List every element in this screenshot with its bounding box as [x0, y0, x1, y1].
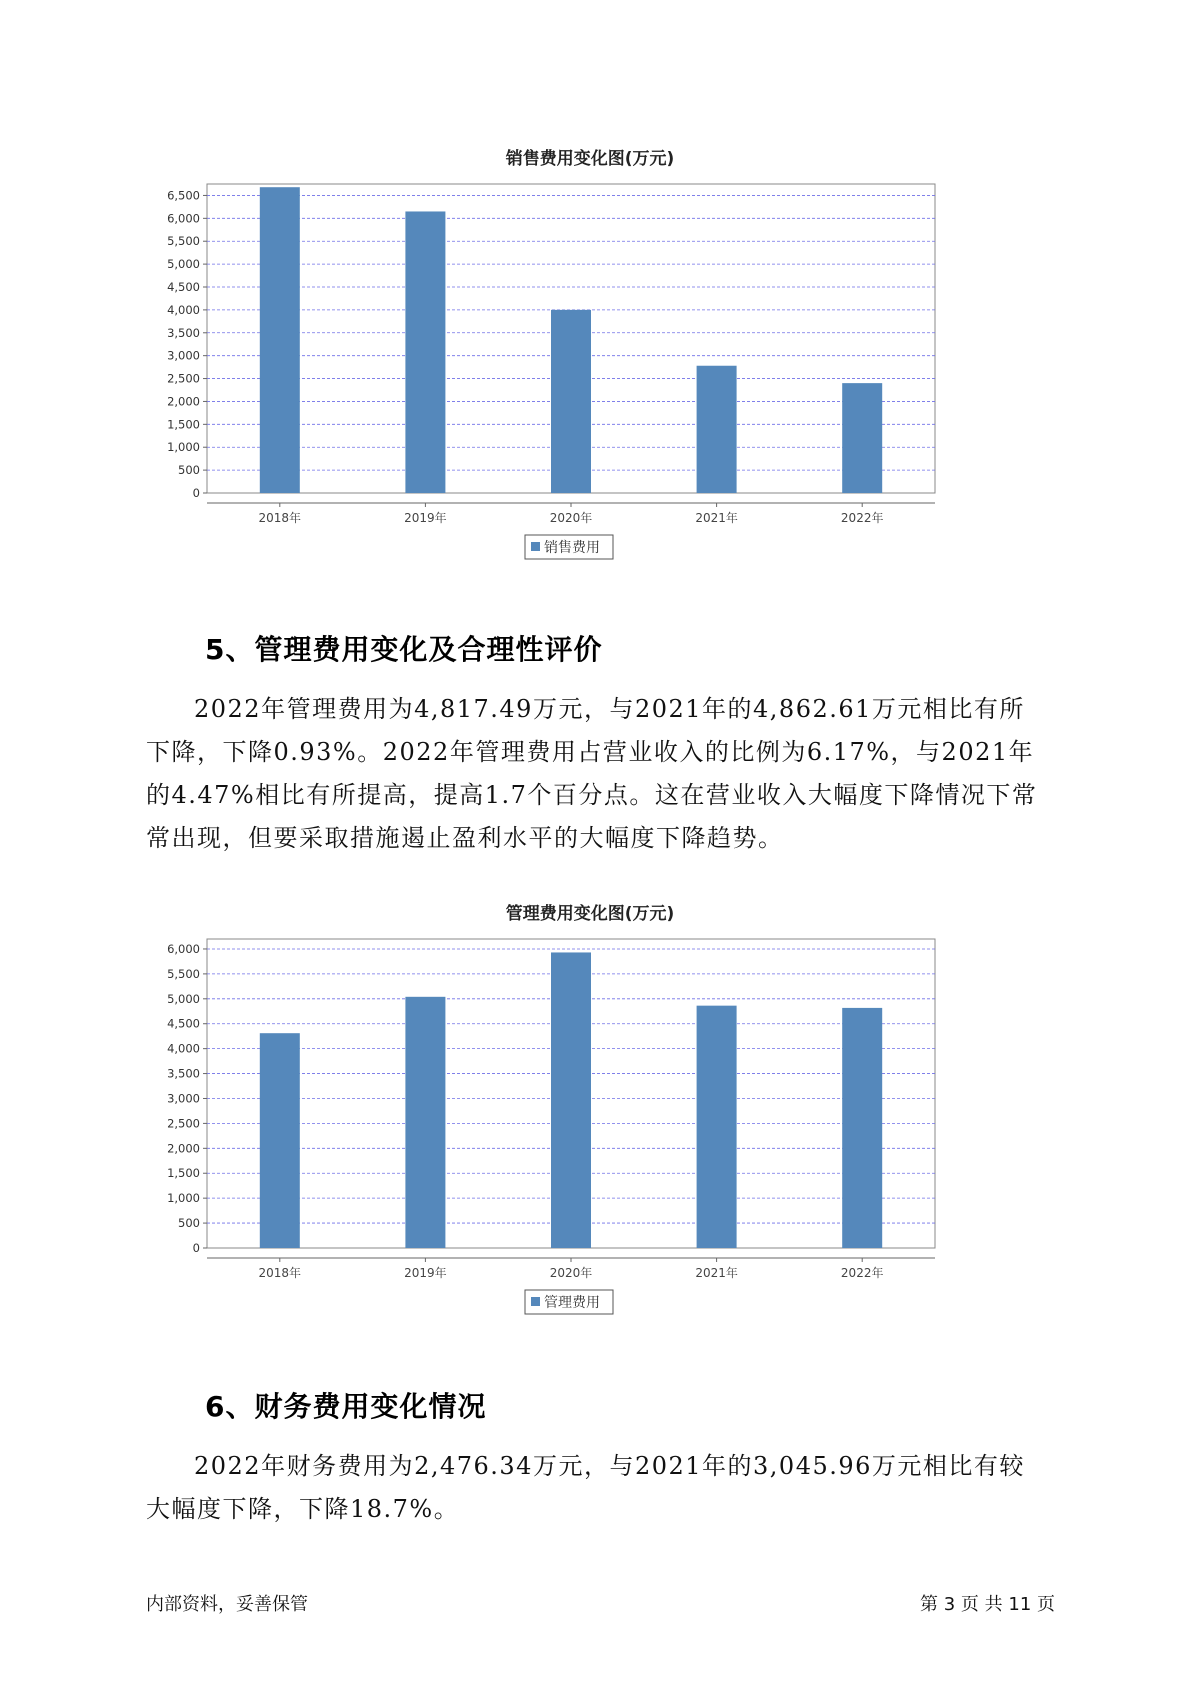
- bar: [842, 383, 882, 493]
- section-6-paragraph: 2022年财务费用为2,476.34万元，与2021年的3,045.96万元相比有较大幅度下降，下降18.7%。: [146, 1452, 1025, 1523]
- y-tick-label: 1,000: [167, 1191, 200, 1206]
- bar: [697, 366, 737, 493]
- y-tick-label: 3,000: [167, 1091, 200, 1106]
- footer-page-number: 第 3 页 共 11 页: [920, 1594, 1055, 1615]
- management-expense-chart: [150, 895, 1030, 1350]
- section-heading-6: 6、财务费用变化情况: [205, 1390, 487, 1423]
- y-tick-label: 1,500: [167, 1166, 200, 1181]
- management-expense-chart-svg: [150, 925, 1030, 1350]
- y-tick-label: 4,000: [167, 1041, 200, 1056]
- y-tick-label: 4,500: [167, 1016, 200, 1031]
- y-tick-label: 2,500: [167, 1116, 200, 1131]
- bar: [405, 211, 445, 493]
- y-tick-label: 5,000: [167, 991, 200, 1006]
- x-tick-label: 2019年: [404, 511, 447, 525]
- bar: [551, 310, 591, 493]
- y-tick-label: 3,000: [167, 348, 200, 363]
- legend-label: 管理费用: [544, 1295, 600, 1311]
- bar: [260, 187, 300, 493]
- y-tick-label: 5,000: [167, 257, 200, 272]
- chart-title: 管理费用变化图(万元): [505, 904, 675, 924]
- y-tick-label: 500: [178, 1216, 200, 1231]
- x-tick-label: 2019年: [404, 1266, 447, 1280]
- y-tick-label: 6,000: [167, 941, 200, 956]
- x-tick-label: 2020年: [549, 511, 593, 525]
- y-tick-label: 5,500: [167, 234, 200, 249]
- x-tick-label: 2018年: [258, 511, 302, 525]
- legend: [525, 1290, 613, 1314]
- x-tick-label: 2022年: [840, 1266, 884, 1280]
- y-tick-label: 2,000: [167, 394, 200, 409]
- bar: [551, 952, 591, 1248]
- x-tick-label: 2018年: [258, 1266, 302, 1280]
- y-tick-label: 4,500: [167, 280, 200, 294]
- x-tick-label: 2022年: [840, 511, 884, 525]
- section-heading-5: 5、管理费用变化及合理性评价: [205, 633, 603, 666]
- y-tick-label: 6,000: [167, 211, 200, 226]
- sales-expense-chart: [150, 140, 1030, 595]
- x-tick-label: 2021年: [695, 511, 738, 525]
- y-tick-label: 4,000: [167, 302, 200, 317]
- bar: [260, 1033, 300, 1248]
- sales-expense-chart-svg: [150, 170, 1030, 595]
- y-tick-label: 6,500: [167, 188, 200, 203]
- y-tick-label: 5,500: [167, 966, 200, 981]
- chart-title: 销售费用变化图(万元): [505, 149, 675, 169]
- x-tick-label: 2020年: [549, 1266, 593, 1280]
- section-5-paragraph: 2022年管理费用为4,817.49万元，与2021年的4,862.61万元相比有所下降，下降0.93%。2022年管理费用占营业收入的比例为6.17%，与2021年的4.47%相比有所提高，提高1.7个百分点。这在营业收入大幅度下降情况下常常出现，但要采取措施遏止盈利水平的大幅度下降趋势。: [146, 695, 1038, 852]
- y-tick-label: 0: [192, 1241, 200, 1255]
- y-tick-label: 0: [192, 486, 200, 500]
- bar: [405, 997, 445, 1248]
- legend-swatch: [531, 1297, 540, 1306]
- x-tick-label: 2021年: [695, 1266, 738, 1280]
- legend: [525, 535, 613, 559]
- bar: [842, 1008, 882, 1248]
- y-tick-label: 500: [178, 463, 200, 478]
- legend-label: 销售费用: [544, 540, 600, 556]
- bar: [697, 1006, 737, 1248]
- legend-swatch: [531, 542, 540, 551]
- y-tick-label: 1,500: [167, 417, 200, 432]
- y-tick-label: 3,500: [167, 325, 200, 340]
- y-tick-label: 3,500: [167, 1066, 200, 1081]
- y-tick-label: 1,000: [167, 440, 200, 455]
- y-tick-label: 2,000: [167, 1141, 200, 1156]
- footer-left: 内部资料，妥善保管: [146, 1594, 308, 1615]
- y-tick-label: 2,500: [167, 371, 200, 386]
